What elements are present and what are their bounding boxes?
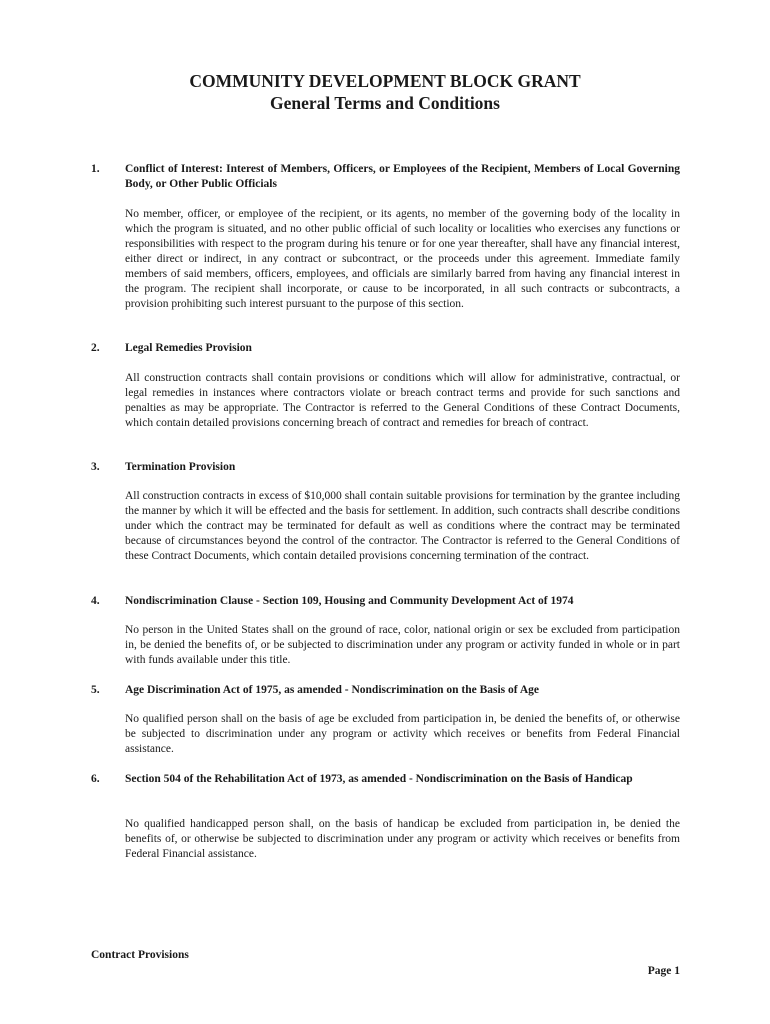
section-body: No qualified person shall on the basis of age be excluded from participation in, be denied the benefits of, or otherwise be subjected to discrimination under any program or activity which receives or benefits from Federal Financial assistance. (125, 713, 680, 755)
footer-label: Contract Provisions (91, 949, 189, 961)
section-heading: Conflict of Interest: Interest of Members, Officers, or Employees of the Recipient, Members of Local Governing Body, or Other Public Officials (125, 163, 680, 190)
page-number: Page 1 (647, 965, 680, 977)
section-heading: Legal Remedies Provision (125, 342, 252, 354)
document-title (0, 70, 770, 114)
section-heading: Nondiscrimination Clause - Section 109, Housing and Community Development Act of 1974 (125, 595, 574, 607)
section-number: 3. (91, 461, 100, 473)
section-number: 6. (91, 773, 100, 785)
section-body: No person in the United States shall on the ground of race, color, national origin or sex be excluded from participation in, be denied the benefits of, or be subjected to discrimination under any program or activity funded in whole or in part with funds available under this title. (125, 624, 680, 666)
title-line-1: COMMUNITY DEVELOPMENT BLOCK GRANT (189, 71, 581, 91)
section-body: No qualified handicapped person shall, on the basis of handicap be excluded from participation in, be denied the benefits of, or otherwise be subjected to discrimination under any program or activity which receives or benefits from Federal Financial assistance. (125, 818, 680, 860)
section-body: No member, officer, or employee of the recipient, or its agents, no member of the governing body of the locality in which the program is situated, and no other public official of such locality or localities who exercises any functions or responsibilities with respect to the program during his tenure or for one year thereafter, shall have any financial interest, either direct or indirect, in any contract or subcontract, or the proceeds under this agreement. Immediate family members of said members, officers, employees, and officials are similarly barred from having any financial interest in the program. The recipient shall incorporate, or cause to be incorporated, in all such contracts or subcontracts, a provision prohibiting such interest pursuant to the purpose of this section. (125, 208, 680, 310)
title-line-2: General Terms and Conditions (270, 93, 500, 113)
section-heading: Section 504 of the Rehabilitation Act of 1973, as amended - Nondiscrimination on the Basis of Handicap (125, 773, 633, 785)
section-number: 5. (91, 684, 100, 696)
section-number: 2. (91, 342, 100, 354)
section-heading: Termination Provision (125, 461, 236, 473)
section-heading: Age Discrimination Act of 1975, as amended - Nondiscrimination on the Basis of Age (125, 684, 539, 696)
section-number: 4. (91, 595, 100, 607)
section-body: All construction contracts shall contain provisions or conditions which will allow for administrative, contractual, or legal remedies in instances where contractors violate or breach contract terms and provide for such sanctions and penalties as may be appropriate. The Contractor is referred to the General Conditions of these Contract Documents, which contain detailed provisions concerning breach of contract and remedies for breach of contract. (125, 372, 680, 429)
section-body: All construction contracts in excess of $10,000 shall contain suitable provisions for termination by the grantee including the manner by which it will be effected and the basis for settlement. In addition, such contracts shall describe conditions under which the contract may be terminated for default as well as conditions where the contract may be terminated because of circumstances beyond the control of the contractor. The Contractor is referred to the General Conditions of these Contract Documents, which contain detailed provisions concerning termination of the contract. (125, 490, 680, 562)
section-number: 1. (91, 163, 100, 175)
